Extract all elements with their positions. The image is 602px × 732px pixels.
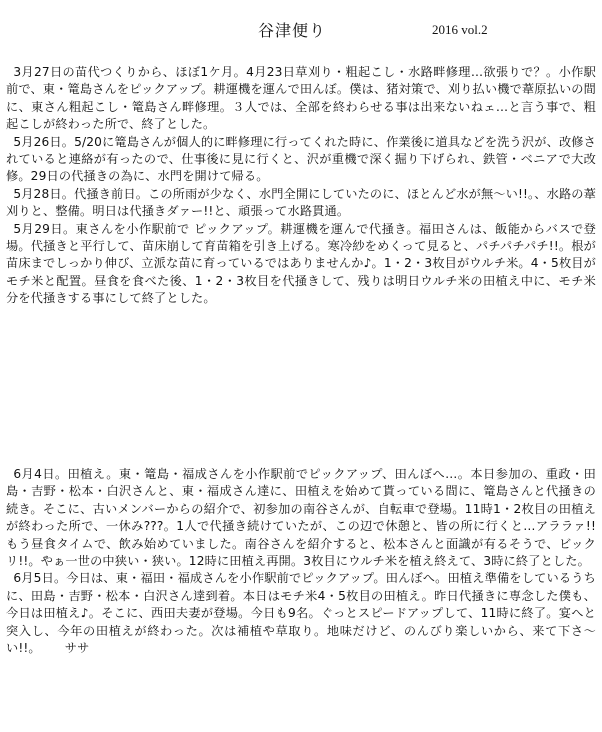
newsletter-title: 谷津便り [258, 21, 327, 40]
paragraph-0605 [6, 570, 596, 657]
paragraph-0327: 3月27日の苗代つくりから、ほぼ1ケ月。4月23日草刈り・粗起こし・水路畔修理…欲張りで？。小作駅前で、東・篭島さんをピックアップ。耕運機を運んで田んぼ。僕は、猪対策で、刈り払い機で葦原払いの間に、東さん粗起こし・篭島さん畔修理。３人では、全部を終わらせる事は出来ないねェ…と言う事で、粗起こしが終わった所で、終了とした。 [6, 65, 596, 132]
report-section-2 [6, 466, 596, 657]
author-signature: ササ [64, 641, 90, 656]
paragraph-0529: 5月29日。東さんを小作駅前で ピックアップ。耕運機を運んで代掻き。福田さんは、飯能からバスで登場。代掻きと平行して、苗床崩して育苗箱を引き上げる。寒冷紗をめくって見ると、パチパチパチ!!。根が苗床までしっかり伸び、立派な苗に育っているではありませんか♪。1・2・3枚目がウルチ米。4・5枚目がモチ米と配置。昼食を食べた後、1・2・3枚目を代掻きして、残りは明日ウルチ米の田植え中に、モチ米分を代掻きする事にして終了とした。 [6, 221, 596, 306]
paragraph-0605-text: 6月5日。今日は、東・福田・福成さんを小作駅前でピックアップ。田んぼへ。田植え準備をしているうちに、田島・吉野・松本・白沢さん達到着。本日はモチ米4・5枚目の田植え。昨日代掻きに専念した僕も、今日は田植え♪。そこに、西田夫妻が登場。今日も9名。ぐっとスピードアップして、11時に終了。宴へと突入し、今年の田植えが終わった。次は補植や草取り。地味だけど、のんびり楽しいから、来て下さ～い!!。 [6, 571, 596, 656]
paragraph-0528: 5月28日。代掻き前日。この所雨が少なく、水門全開にしていたのに、ほとんど水が無～い!!。、水路の葦刈りと、整備。明日は代掻きダァー!!と、頑張って水路貫通。 [6, 186, 596, 219]
edition-label: 2016 vol.2 [432, 22, 488, 37]
paragraph-0526: 5月26日。5/20に篭島さんが個人的に畔修理に行ってくれた時に、作業後に道具などを洗う沢が、改修されていると連絡が有ったので、仕事後に見に行くと、沢が重機で深く掘り下げられ、鉄管・ベニアで大改修。29日の代掻きの為に、水門を開けて帰る。 [6, 134, 596, 184]
report-section-1 [6, 64, 596, 308]
document-header [0, 18, 602, 42]
paragraph-0604: 6月4日。田植え。東・篭島・福成さんを小作駅前でピックアップ、田んぼへ…。本日参加の、重政・田島・吉野・松本・白沢さんと、東・福成さん達に、田植えを始めて貰っている間に、篭島さんと代掻きの続き。そこに、古いメンバーからの紹介で、初参加の南谷さんが、自転車で登場。11時1・2枚目の田植えが終わった所で、一休み???。1人で代掻き続けていたが、この辺で休憩と、皆の所に行くと…アララァ!!もう昼食タイムで、飲み始めていました。南谷さんを紹介すると、松本さんと面識が有るそうで、ビックリ!!。やぁ一世の中狭い・狭い。12時に田植え再開。3枚目にウルチ米を植え終えて、3時に終了とした。 [6, 467, 596, 569]
